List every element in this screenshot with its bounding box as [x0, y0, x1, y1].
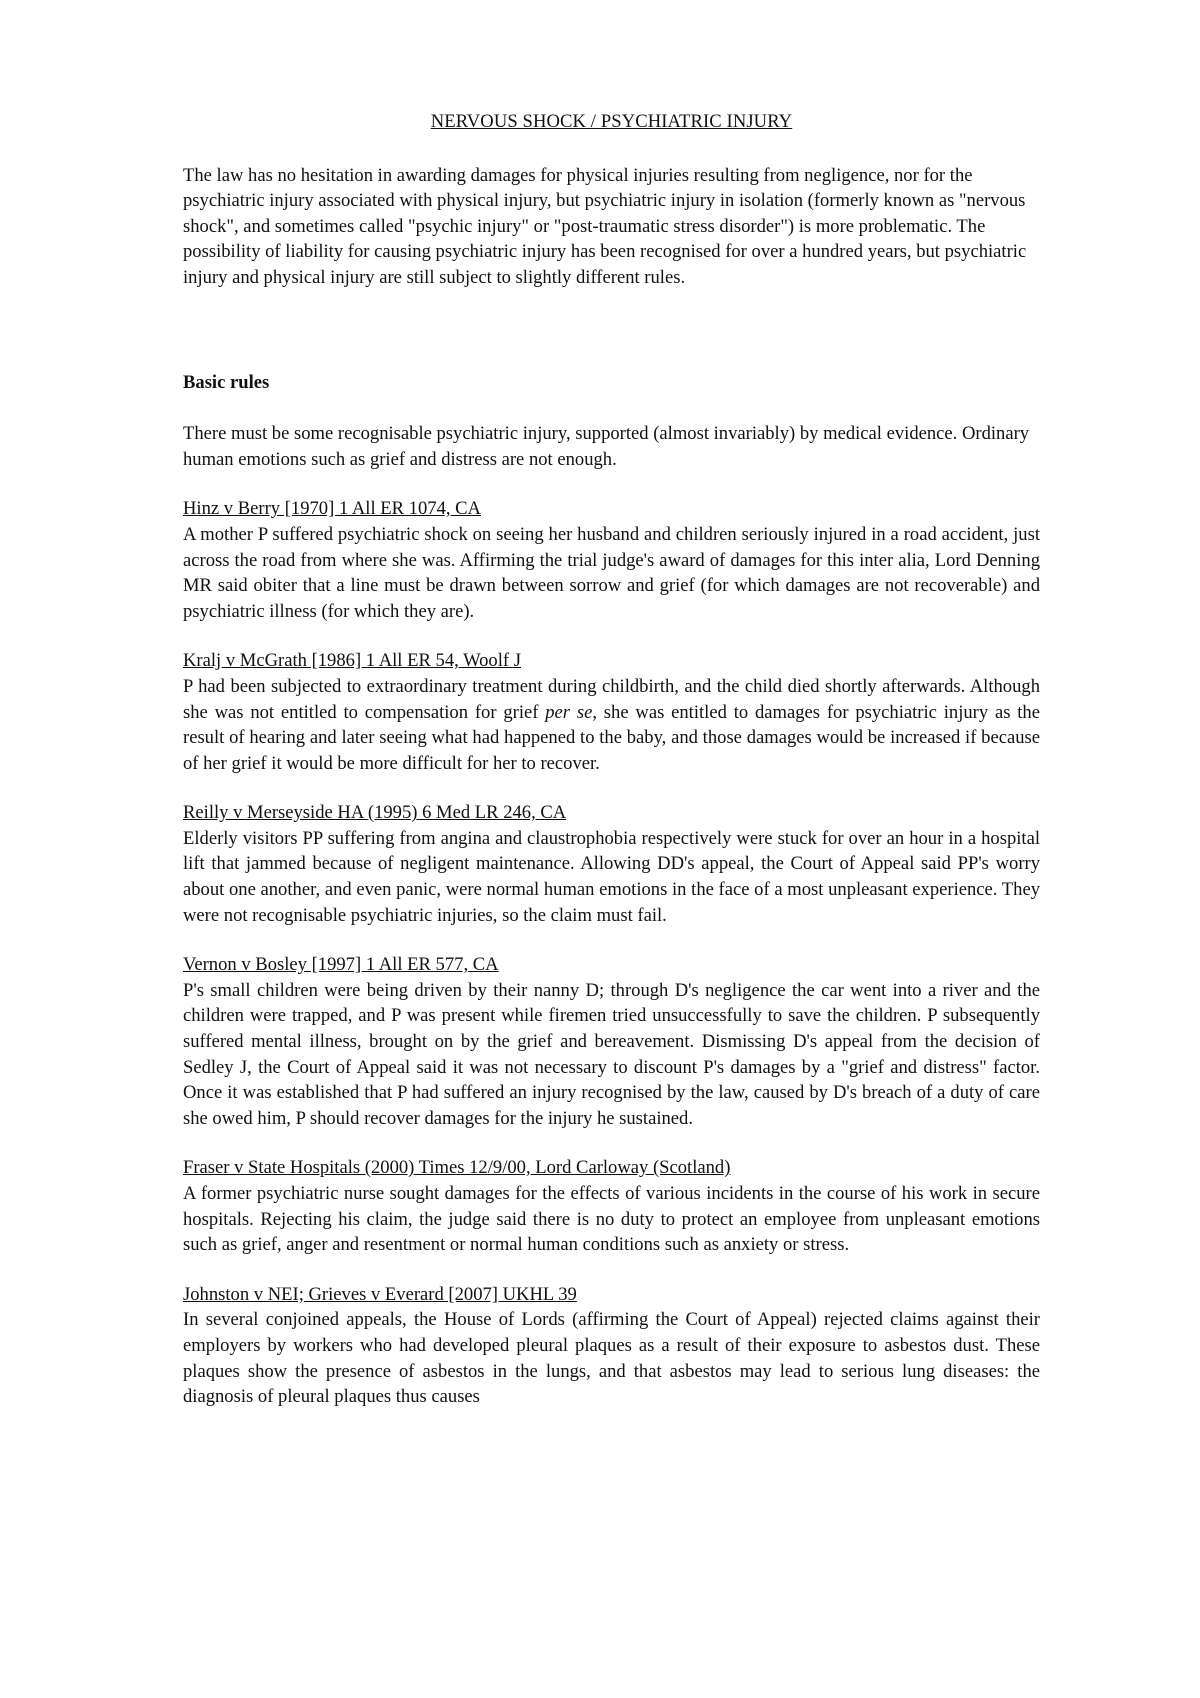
case-entry-kralj: [183, 648, 1040, 776]
intro-paragraph: The law has no hesitation in awarding damages for physical injuries resulting from negligence, nor for the psychiatric injury associated with physical injury, but psychiatric injury in isolation (formerly known as "nervous shock", and sometimes called "psychic injury" or "post-traumatic stress disorder") is more problematic. The possibility of liability for causing psychiatric injury has been recognised for over a hundred years, but psychiatric injury and physical injury are still subject to slightly different rules.: [183, 164, 1027, 288]
case-summary: A former psychiatric nurse sought damages for the effects of various incidents in the course of his work in secure hospitals. Rejecting his claim, the judge said there is no duty to protect an employee from unpleasant emotions such as grief, anger and resentment or normal human conditions such as anxiety or stress.: [183, 1183, 1040, 1256]
case-title: Vernon v Bosley [1997] 1 All ER 577, CA: [183, 954, 499, 976]
case-title: Hinz v Berry [1970] 1 All ER 1074, CA: [183, 498, 481, 520]
case-title: Kralj v McGrath [1986] 1 All ER 54, Woolf J: [183, 650, 521, 672]
case-entry-vernon: [183, 952, 1040, 1131]
case-title: Fraser v State Hospitals (2000) Times 12/9/00, Lord Carloway (Scotland): [183, 1157, 731, 1179]
case-entry-fraser: [183, 1155, 1040, 1257]
case-summary: P's small children were being driven by their nanny D; through D's negligence the car went into a river and the children were trapped, and P was present while firemen tried unsuccessfully to save the children. P subsequently suffered mental illness, brought on by the grief and bereavement. Dismissing D's appeal from the decision of Sedley J, the Court of Appeal said it was not necessary to discount P's damages by a "grief and distress" factor. Once it was established that P had suffered an injury recognised by the law, caused by D's breach of a duty of care she owed him, P should recover damages for the injury he sustained.: [183, 979, 1040, 1129]
document-content: [183, 109, 1040, 1410]
case-entry-reilly: [183, 800, 1040, 928]
document-title: NERVOUS SHOCK / PSYCHIATRIC INJURY: [430, 111, 793, 132]
case-entry-johnston: [183, 1282, 1040, 1410]
case-summary: Elderly visitors PP suffering from angina and claustrophobia respectively were stuck for over an hour in a hospital lift that jammed because of negligent maintenance. Allowing DD's appeal, the Court of Appeal said PP's worry about one another, and even panic, were normal human emotions in the face of a most unpleasant experience. They were not recognisable psychiatric injuries, so the claim must fail.: [183, 827, 1040, 926]
case-summary: A mother P suffered psychiatric shock on seeing her husband and children seriously injured in a road accident, just across the road from where she was. Affirming the trial judge's award of damages for this inter alia, Lord Denning MR said obiter that a line must be drawn between sorrow and grief (for which damages are not recoverable) and psychiatric illness (for which they are).: [183, 523, 1040, 622]
case-summary-part: , she was entitled to damages for psychiatric injury as the result of hearing and later seeing what had happened to the baby, and those damages would be increased if because of her grief it would be more difficult for her to recover.: [183, 701, 1040, 774]
case-summary-part: P had been subjected to extraordinary treatment during childbirth, and the child died shortly afterwards. Although she was not entitled to compensation for grief: [183, 675, 1040, 723]
case-entry-hinz: [183, 496, 1040, 624]
case-title: Johnston v NEI; Grieves v Everard [2007] UKHL 39: [183, 1283, 577, 1305]
case-summary: In several conjoined appeals, the House of Lords (affirming the Court of Appeal) rejected claims against their employers by workers who had developed pleural plaques as a result of their exposure to asbestos dust. These plaques show the presence of asbestos in the lungs, and that asbestos may lead to serious lung diseases: the diagnosis of pleural plaques thus causes: [183, 1309, 1040, 1408]
case-title: Reilly v Merseyside HA (1995) 6 Med LR 246, CA: [183, 802, 567, 824]
case-summary-emphasis: per se: [545, 701, 593, 723]
case-summary: [183, 674, 1040, 776]
section-lead-paragraph: There must be some recognisable psychiatric injury, supported (almost invariably) by medical evidence. Ordinary human emotions such as grief and distress are not enough.: [183, 423, 1030, 470]
section-heading: Basic rules: [183, 371, 270, 393]
